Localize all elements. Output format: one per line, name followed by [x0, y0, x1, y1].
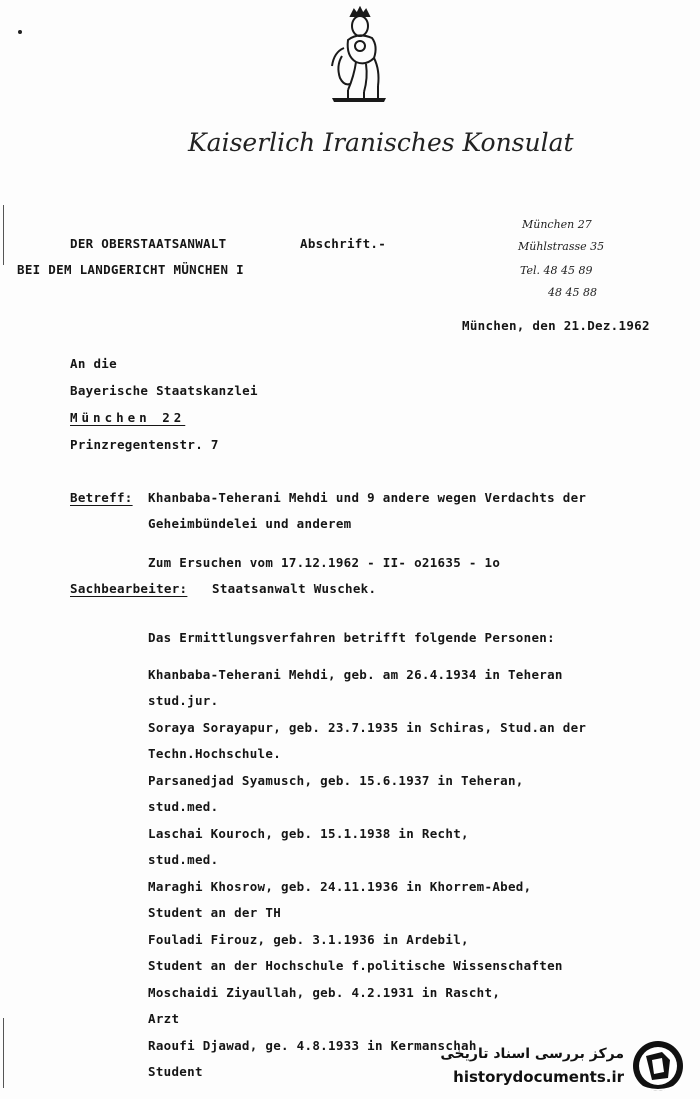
person-line: Student an der TH — [148, 905, 282, 920]
subject-label: Betreff: — [70, 490, 133, 505]
recipient-line-2: Bayerische Staatskanzlei — [70, 383, 258, 398]
person-line: stud.med. — [148, 852, 219, 867]
handler-name: Staatsanwalt Wuschek. — [212, 581, 377, 596]
person-line: Arzt — [148, 1011, 180, 1026]
margin-mark — [3, 205, 4, 265]
lion-and-sun-emblem-icon — [318, 6, 396, 106]
person-line: Moschaidi Ziyaullah, geb. 4.2.1931 in Rascht, — [148, 985, 501, 1000]
recipient-city: München 22 — [70, 410, 186, 425]
reference-line: Zum Ersuchen vom 17.12.1962 - II- o21635 - 1o — [148, 555, 501, 570]
archive-seal-icon — [628, 1038, 688, 1094]
sender-line-1: DER OBERSTAATSANWALT — [70, 236, 227, 251]
person-line: stud.med. — [148, 799, 219, 814]
body-intro: Das Ermittlungsverfahren betrifft folgende Personen: — [148, 630, 555, 645]
consulate-name: Kaiserlich Iranisches Konsulat — [188, 128, 574, 157]
sender-line-2: BEI DEM LANDGERICHT MÜNCHEN I — [17, 262, 244, 277]
subject-line-2: Geheimbündelei und anderem — [148, 516, 352, 531]
watermark-site: historydocuments.ir — [453, 1068, 624, 1086]
recipient-line-1: An die — [70, 356, 117, 371]
handwritten-address-line-1: München 27 — [522, 218, 592, 231]
handler-label: Sachbearbeiter: — [70, 581, 188, 596]
person-line: Raoufi Djawad, ge. 4.8.1933 in Kermanschah — [148, 1038, 477, 1053]
recipient-street: Prinzregentenstr. 7 — [70, 437, 219, 452]
handwritten-address-line-3: Tel. 48 45 89 — [520, 264, 593, 277]
subject-line-1: Khanbaba-Teherani Mehdi und 9 andere wegen Verdachts der — [148, 490, 587, 505]
person-line: Laschai Kouroch, geb. 15.1.1938 in Recht, — [148, 826, 469, 841]
handwritten-address-line-4: 48 45 88 — [548, 286, 597, 299]
person-line: stud.jur. — [148, 693, 219, 708]
person-line: Soraya Sorayapur, geb. 23.7.1935 in Schiras, Stud.an der — [148, 720, 587, 735]
person-line: Maraghi Khosrow, geb. 24.11.1936 in Khorrem-Abed, — [148, 879, 532, 894]
margin-mark — [3, 1018, 4, 1088]
person-line: Khanbaba-Teherani Mehdi, geb. am 26.4.1934 in Teheran — [148, 667, 563, 682]
person-line: Parsanedjad Syamusch, geb. 15.6.1937 in Teheran, — [148, 773, 524, 788]
person-line: Student — [148, 1064, 203, 1079]
person-line: Techn.Hochschule. — [148, 746, 282, 761]
place-and-date: München, den 21.Dez.1962 — [462, 318, 650, 333]
watermark-persian: مرکز بررسی اسناد تاریخی — [440, 1046, 624, 1062]
person-line: Fouladi Firouz, geb. 3.1.1936 in Ardebil, — [148, 932, 469, 947]
ink-dot — [18, 30, 22, 34]
handwritten-address-line-2: Mühlstrasse 35 — [518, 240, 605, 253]
document-label: Abschrift.- — [300, 236, 387, 251]
person-line: Student an der Hochschule f.politische Wissenschaften — [148, 958, 563, 973]
